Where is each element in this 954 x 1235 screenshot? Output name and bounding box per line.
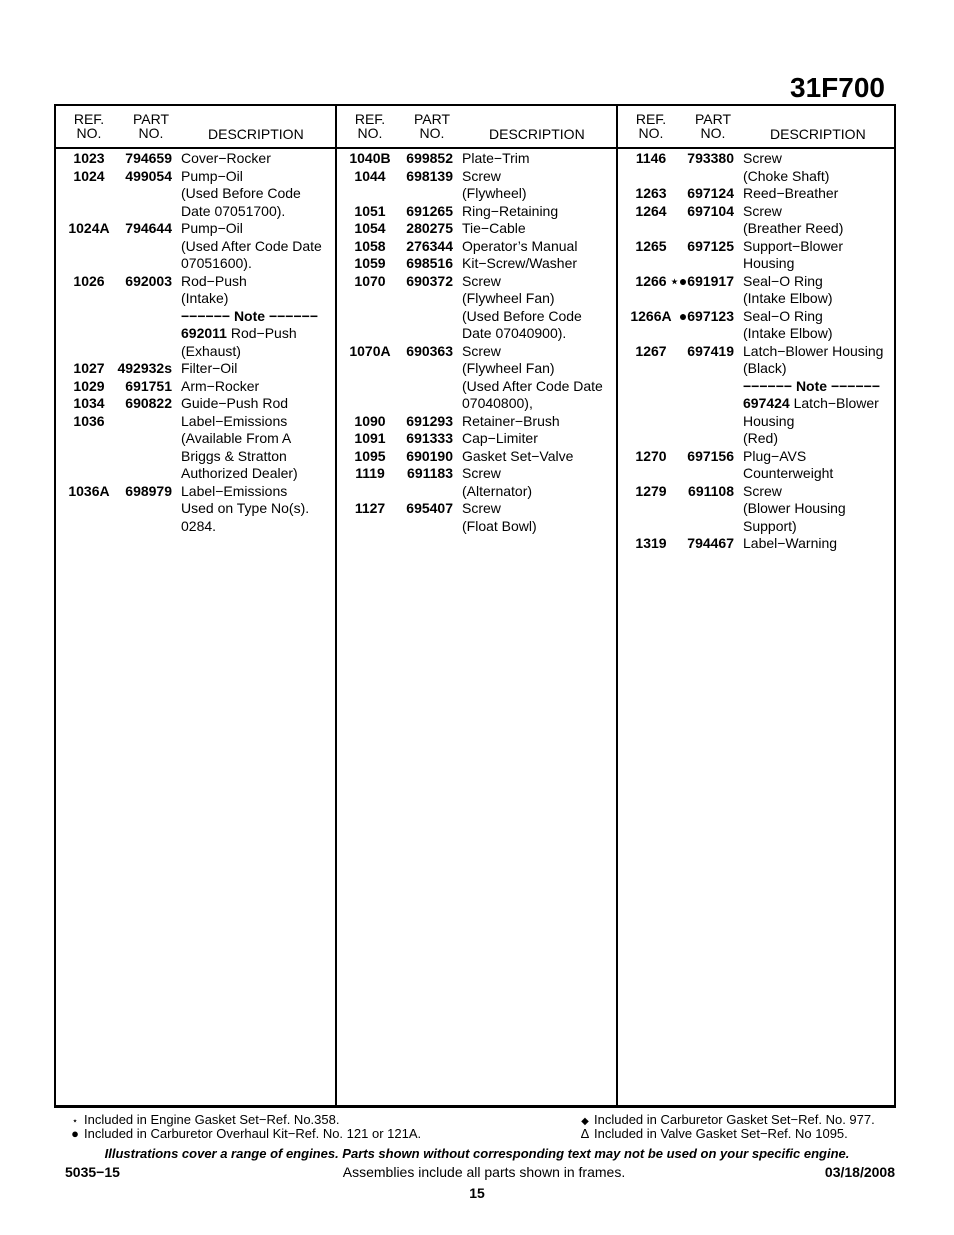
ref-number: 1058 — [354, 237, 386, 254]
parts-row — [618, 343, 896, 378]
part-description: Screw (Flywheel Fan) (Used After Code Date 07040800), — [462, 342, 603, 411]
legend-text: Included in Valve Gasket Set−Ref. No 1095. — [594, 1126, 848, 1141]
document-date: 03/18/2008 — [824, 1164, 895, 1180]
legend-item — [576, 1126, 848, 1141]
ref-number: 1264 — [635, 202, 667, 219]
parts-row — [618, 483, 896, 536]
ref-number: 1127 — [354, 500, 386, 516]
part-number: 697125 — [687, 237, 734, 254]
part-description: Reed−Breather — [743, 185, 839, 201]
ref-number: 1279 — [635, 482, 667, 499]
header-rule — [56, 147, 335, 149]
part-number: 280275 — [406, 220, 453, 236]
ref-number: 1266 — [635, 272, 667, 289]
parts-row — [337, 255, 615, 273]
ref-number: 1054 — [354, 220, 386, 236]
part-number: 695407 — [406, 500, 453, 516]
part-description: Screw (Flywheel) — [462, 167, 527, 201]
part-number: 691293 — [406, 412, 453, 429]
parts-row — [618, 203, 896, 238]
legend-item — [576, 1112, 875, 1127]
part-number: 697419 — [687, 342, 734, 359]
header-ref-no: REF. NO. — [73, 111, 105, 141]
parts-row — [618, 185, 896, 203]
part-description: Operator’s Manual — [462, 237, 578, 254]
diamond-icon: ◆ — [581, 1116, 589, 1127]
part-number: 698139 — [406, 167, 453, 184]
parts-row — [56, 378, 334, 396]
ref-number: 1091 — [354, 430, 386, 446]
header-description: DESCRIPTION — [489, 126, 585, 142]
part-number: 691108 — [688, 482, 734, 499]
ref-number: 1095 — [354, 447, 386, 464]
ref-number: 1263 — [635, 185, 667, 201]
part-number: 690190 — [406, 447, 453, 464]
part-description: Pump−Oil (Used Before Code Date 07051700). — [181, 167, 301, 219]
parts-row — [56, 325, 334, 360]
part-description: Screw (Flywheel Fan) (Used Before Code Date 07040900). — [462, 272, 582, 341]
parts-row — [56, 308, 334, 326]
ref-number: 1119 — [355, 465, 385, 481]
ref-number: 1026 — [73, 272, 105, 289]
part-description: Guide−Push Rod — [181, 395, 289, 411]
ref-number: 1090 — [354, 412, 386, 429]
part-description: Retainer−Brush — [462, 412, 560, 429]
parts-row — [56, 395, 334, 413]
part-number: 690822 — [125, 395, 172, 411]
header-description: DESCRIPTION — [208, 126, 304, 142]
parts-row — [337, 150, 615, 168]
ref-number: 1319 — [635, 535, 667, 551]
part-number: 692003 — [125, 272, 172, 289]
parts-row — [618, 395, 896, 448]
header-part-no: PART NO. — [694, 111, 732, 141]
part-number: 691265 — [406, 202, 453, 219]
parts-row — [618, 378, 896, 396]
ref-number: 1027 — [73, 360, 105, 376]
part-description: Seal−O Ring (Intake Elbow) — [743, 272, 833, 306]
part-number: 794659 — [125, 150, 172, 166]
part-number: ●697123 — [678, 307, 734, 324]
part-description: Plug−AVS Counterweight — [743, 447, 834, 481]
part-description: Cap−Limiter — [462, 430, 538, 446]
part-number: ⋆●691917 — [670, 272, 734, 289]
part-description: Cover−Rocker — [181, 150, 271, 166]
part-description: Screw (Choke Shaft) — [743, 150, 830, 184]
part-number: 492932s — [117, 360, 172, 376]
parts-row — [337, 168, 615, 203]
part-number: 499054 — [125, 167, 172, 184]
legend-text: Included in Carburetor Gasket Set−Ref. No. 977. — [594, 1112, 875, 1127]
part-description: Gasket Set−Valve — [462, 447, 574, 464]
star-icon: ⋆ — [71, 1116, 79, 1127]
header-part-no: PART NO. — [413, 111, 451, 141]
part-number: 276344 — [406, 237, 453, 254]
ref-number: 1270 — [635, 447, 667, 464]
ref-number: 1265 — [635, 237, 667, 254]
parts-row — [56, 168, 334, 221]
parts-row — [618, 150, 896, 185]
part-description: Label−Emissions (Available From A Briggs & Stratton Authorized Dealer) — [181, 412, 298, 481]
part-description: Tie−Cable — [462, 220, 526, 236]
part-number: 690372 — [406, 272, 453, 289]
parts-row — [337, 448, 615, 466]
ref-number: 1023 — [73, 150, 105, 166]
ref-number: 1070A — [349, 342, 391, 359]
part-description: Label−Emissions Used on Type No(s). 0284. — [181, 482, 310, 534]
part-description: Screw (Alternator) — [462, 465, 533, 499]
parts-row — [618, 308, 896, 343]
part-description: Kit−Screw/Washer — [462, 255, 578, 271]
part-description: Latch−Blower Housing (Black) — [743, 342, 884, 376]
ref-number: 1051 — [354, 202, 386, 219]
ref-number: 1059 — [354, 255, 386, 271]
legend-item — [66, 1112, 339, 1127]
note-divider: −−−−−− Note −−−−−− — [743, 377, 880, 394]
ref-number: 1267 — [635, 342, 667, 359]
legend-text: Included in Carburetor Overhaul Kit−Ref. No. 121 or 121A. — [84, 1126, 422, 1141]
part-number: 698979 — [125, 482, 172, 499]
parts-row — [337, 273, 615, 343]
parts-row — [618, 448, 896, 483]
ref-number: 1024A — [68, 220, 110, 236]
ref-number: 1029 — [73, 377, 105, 394]
ref-number: 1036A — [68, 482, 110, 499]
ref-number: 1266A — [630, 307, 672, 324]
note-part-number: 697424 — [743, 395, 790, 411]
part-description — [743, 395, 879, 448]
parts-row — [337, 500, 615, 535]
ref-number: 1036 — [73, 412, 105, 429]
parts-row — [337, 203, 615, 221]
parts-row — [337, 465, 615, 500]
parts-row — [337, 343, 615, 413]
note-divider: −−−−−− Note −−−−−− — [181, 307, 318, 324]
part-number: 697124 — [687, 185, 734, 201]
part-number: 690363 — [406, 342, 453, 359]
page-number: 15 — [469, 1185, 485, 1201]
part-number: 794467 — [687, 535, 734, 551]
parts-row — [56, 483, 334, 536]
disclaimer: Illustrations cover a range of engines. Parts shown without corresponding text may not be used on your specific engine. — [104, 1146, 850, 1161]
header-part-no: PART NO. — [132, 111, 170, 141]
parts-row — [56, 413, 334, 483]
part-description: Filter−Oil — [181, 360, 238, 376]
part-number: 794644 — [125, 220, 172, 236]
delta-icon: Δ — [580, 1126, 590, 1141]
part-description: Plate−Trim — [462, 150, 530, 166]
part-number: 691183 — [407, 465, 453, 481]
header-rule — [618, 147, 896, 149]
parts-row — [337, 238, 615, 256]
part-description: Arm−Rocker — [181, 377, 260, 394]
part-description: Rod−Push (Intake) — [181, 272, 247, 306]
part-number: 698516 — [406, 255, 453, 271]
parts-row — [337, 220, 615, 238]
parts-row — [618, 238, 896, 273]
document-code: 5035−15 — [65, 1164, 120, 1180]
part-number: 691751 — [125, 377, 172, 394]
part-description — [181, 325, 297, 360]
ref-number: 1146 — [635, 150, 667, 166]
parts-row — [618, 273, 896, 308]
parts-row — [56, 150, 334, 168]
note-description: Rod−Push (Exhaust) — [181, 325, 297, 359]
part-description: Screw (Blower Housing Support) — [743, 482, 846, 534]
ref-number: 1024 — [73, 167, 105, 184]
header-description: DESCRIPTION — [770, 126, 866, 142]
part-description: Support−Blower Housing — [743, 237, 844, 271]
parts-row — [56, 273, 334, 308]
parts-table — [54, 104, 896, 1108]
ref-number: 1040B — [349, 150, 391, 166]
part-number: 697104 — [687, 202, 734, 219]
header-rule — [337, 147, 616, 149]
part-number: 697156 — [687, 447, 734, 464]
bullet-icon: ● — [71, 1126, 79, 1141]
parts-row — [337, 430, 615, 448]
part-description: Ring−Retaining — [462, 202, 559, 219]
part-number: 793380 — [687, 150, 734, 166]
legend-text: Included in Engine Gasket Set−Ref. No.358. — [84, 1112, 340, 1127]
ref-number: 1044 — [354, 167, 386, 184]
ref-number: 1070 — [354, 272, 386, 289]
parts-row — [56, 360, 334, 378]
part-description: Seal−O Ring (Intake Elbow) — [743, 307, 833, 341]
header-ref-no: REF. NO. — [354, 111, 386, 141]
part-number: 699852 — [406, 150, 453, 166]
part-number: 691333 — [406, 430, 453, 446]
header-ref-no: REF. NO. — [635, 111, 667, 141]
parts-row — [337, 413, 615, 431]
part-description: Screw (Float Bowl) — [462, 500, 537, 534]
ref-number: 1034 — [73, 395, 105, 411]
page-title: 31F700 — [790, 72, 885, 103]
assemblies-note: Assemblies include all parts shown in frames. — [342, 1164, 626, 1180]
parts-row — [56, 220, 334, 273]
part-description: Screw (Breather Reed) — [743, 202, 844, 236]
legend-item — [66, 1126, 421, 1141]
part-description: Pump−Oil (Used After Code Date 07051600). — [181, 220, 322, 271]
note-description: Latch−Blower Housing (Red) — [743, 395, 879, 446]
note-part-number: 692011 — [181, 325, 227, 341]
parts-row — [618, 535, 896, 553]
part-description: Label−Warning — [743, 535, 838, 551]
